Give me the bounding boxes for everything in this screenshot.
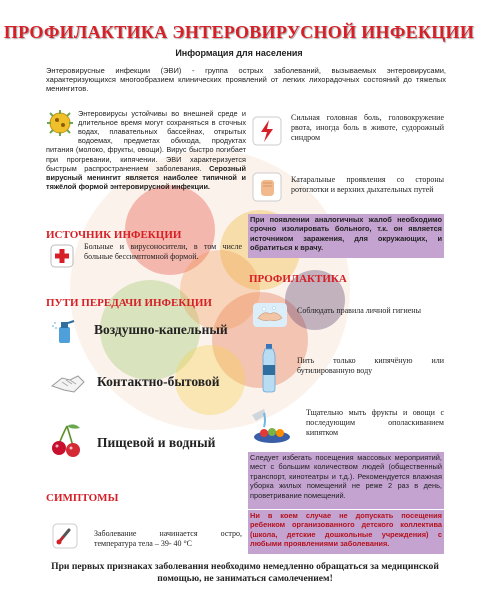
route-contact: Контактно-бытовой xyxy=(97,374,220,389)
prevention-advice-text: Следует избегать посещения массовых мероприятий, мест с большим количеством людей (общественный транспорт, кинотеатры и т.д.). Рекомендуется влажная уборка жилых помещений не реже 2 раз в день, проветривание помещений. xyxy=(250,453,442,500)
route-airborne: Воздушно-капельный xyxy=(94,322,228,337)
fist-icon xyxy=(252,172,282,202)
prevention-heading: ПРОФИЛАКТИКА xyxy=(249,273,347,285)
routes-heading: ПУТИ ПЕРЕДАЧИ ИНФЕКЦИИ xyxy=(46,297,212,309)
washing-fruit-icon xyxy=(250,405,292,445)
source-text: Больные и вирусоносители, в том числе больные бессимптомной формой. xyxy=(84,242,242,261)
footer-notice: При первых признаках заболевания необходимо немедленно обращаться за медицинской помощью, не заниматься самолечением! xyxy=(51,561,439,584)
lightning-icon xyxy=(252,116,282,146)
page-title: ПРОФИЛАКТИКА ЭНТЕРОВИРУСНОЙ ИНФЕКЦИИ xyxy=(3,22,475,42)
thermometer-icon xyxy=(52,523,78,549)
symptom-catarrhal: Катаральные проявления со стороны ротоглотки и верхних дыхательных путей xyxy=(291,175,444,194)
cherries-icon xyxy=(50,422,84,458)
description-block xyxy=(46,109,246,191)
route-food-water: Пищевой и водный xyxy=(97,435,216,450)
prevention-water: Пить только кипячёную или бутилированную воду xyxy=(297,356,444,375)
prevention-wash-fruit: Тщательно мыть фрукты и овощи с последующим ополаскиванием кипятком xyxy=(306,408,444,437)
source-heading: ИСТОЧНИК ИНФЕКЦИИ xyxy=(46,229,182,241)
description-bold: Серозный вирусный менингит является наиболее типичной и тяжёлой формой энтеровирусной инфекции. xyxy=(46,163,247,191)
water-bottle-icon xyxy=(259,343,279,393)
virus-icon xyxy=(46,109,78,139)
spray-bottle-icon xyxy=(50,317,78,345)
symptom-onset: Заболевание начинается остро, температура тела – 39- 40 °С xyxy=(94,529,242,548)
page-subtitle: Информация для населения xyxy=(175,48,303,58)
intro-paragraph: Энтеровирусные инфекции (ЭВИ) - группа острых заболеваний, вызываемых энтеровирусами, характеризующихся многообразием клинических проявлений от легких лихорадочных состояний до тяжелых менингитов. xyxy=(46,66,446,94)
prevention-warning-text: Ни в коем случае не допускать посещения ребенком организованного детского коллектива (школа, детские дошкольные учреждения) с любыми проявлениями заболевания. xyxy=(250,511,442,549)
handwashing-icon xyxy=(252,302,288,328)
prevention-hygiene: Соблюдать правила личной гигиены xyxy=(297,306,421,315)
symptom-warning-text: При появлении аналогичных жалоб необходимо срочно изолировать больного, т.к. он является источником заражения, для окружающих, и обратиться к врачу. xyxy=(250,215,442,253)
handshake-icon xyxy=(50,368,86,398)
first-aid-icon xyxy=(50,244,74,268)
symptoms-heading: СИМПТОМЫ xyxy=(46,492,119,504)
symptom-headache: Сильная головная боль, головокружение рвота, иногда боль в животе, судорожный синдром xyxy=(291,113,444,142)
description-text: Энтеровирусы устойчивы во внешней среде и длительное время могут сохраняться в сточных водах, плавательных бассейнах, открытых водоемах, предметах обихода, продуктах питания (молоко, фрукты, овощи). Вирус быстро погибает при прогревании, кипячении. ЭВИ характеризуется быстрым распространением заболевания. xyxy=(46,109,246,173)
